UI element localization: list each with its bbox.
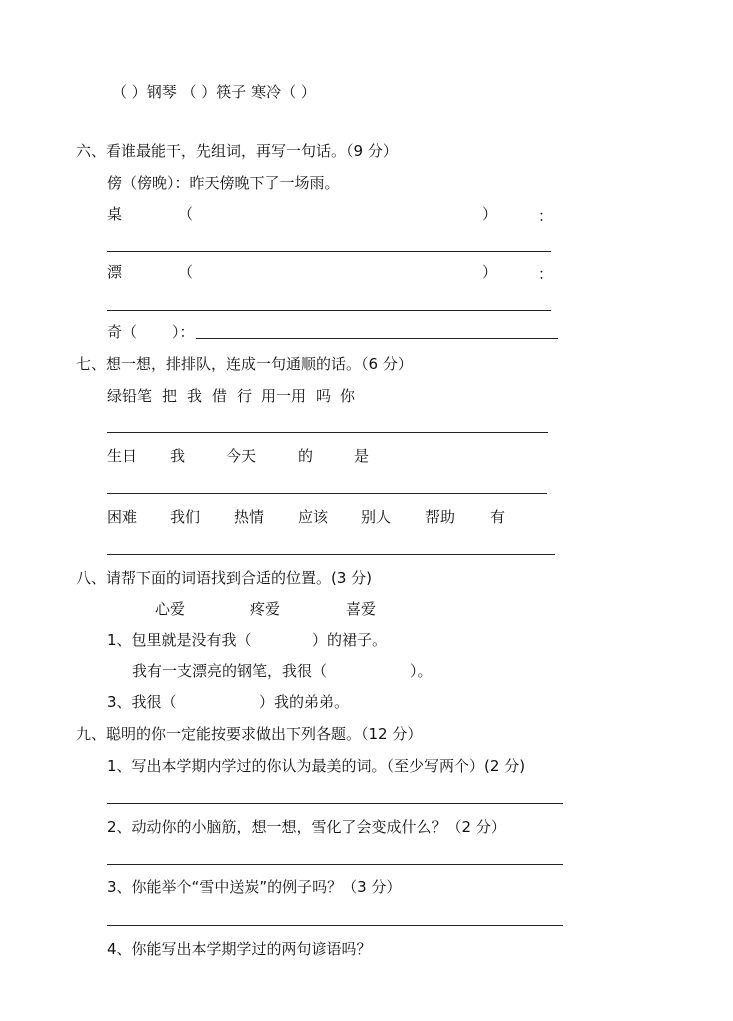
word-card: 困难 bbox=[107, 508, 138, 526]
section6-row3-answer-line[interactable] bbox=[196, 338, 558, 339]
section8-q1-start: 1、包里就是没有我（ bbox=[107, 631, 252, 649]
word-card: 有 bbox=[490, 508, 506, 526]
section9-q1: 1、写出本学期内学过的你认为最美的词。（至少写两个）(2 分) bbox=[107, 757, 526, 775]
section6-row2-answer-line[interactable] bbox=[107, 310, 551, 311]
word-card: 行 bbox=[237, 387, 253, 405]
section6-row3-close: ）： bbox=[172, 323, 195, 341]
word-card: 我们 bbox=[170, 508, 201, 526]
section6-row1-open: （ bbox=[178, 205, 194, 223]
section9-q3-answer-line[interactable] bbox=[107, 925, 563, 926]
section9-q3: 3、你能举个“雪中送炭”的例子吗？（3 分） bbox=[107, 878, 402, 896]
word-card: 应该 bbox=[298, 508, 329, 526]
section7-title: 七、想一想，排排队，连成一句通顺的话。（6 分） bbox=[76, 355, 413, 373]
word-card: 是 bbox=[354, 447, 370, 465]
section6-row3-prefix: 奇（ bbox=[107, 323, 138, 341]
word-card: 生日 bbox=[107, 447, 138, 465]
word-card: 把 bbox=[162, 387, 178, 405]
section6-title: 六、看谁最能干，先组词，再写一句话。（9 分） bbox=[76, 142, 398, 160]
section6-row1-answer-line[interactable] bbox=[107, 251, 551, 252]
word-choice: 疼爱 bbox=[250, 600, 281, 618]
section9-q2: 2、动动你的小脑筋，想一想，雪化了会变成什么？（2 分） bbox=[107, 818, 506, 836]
word-card: 绿铅笔 bbox=[107, 387, 153, 405]
section6-char-zhuo: 桌 bbox=[107, 205, 123, 223]
section8-q2-end: ）。 bbox=[410, 662, 433, 680]
section6-row2-close: ） bbox=[482, 263, 498, 281]
section8-q3-start: 3、我很（ bbox=[107, 693, 177, 711]
section7-row2-answer-line[interactable] bbox=[107, 493, 547, 494]
section6-example: 傍（傍晚）：昨天傍晚下了一场雨。 bbox=[107, 174, 340, 192]
section9-q2-answer-line[interactable] bbox=[107, 864, 563, 865]
word-card: 今天 bbox=[226, 447, 257, 465]
section8-q2-start: 我有一支漂亮的钢笔，我很（ bbox=[132, 662, 328, 680]
section9-q1-answer-line[interactable] bbox=[107, 803, 563, 804]
section6-char-piao: 漂 bbox=[107, 263, 123, 281]
section9-q4: 4、你能写出本学期学过的两句谚语吗？ bbox=[107, 940, 372, 958]
word-card: 我 bbox=[187, 387, 203, 405]
word-card: 吗 bbox=[316, 387, 332, 405]
section8-title: 八、请帮下面的词语找到合适的位置。(3 分) bbox=[76, 569, 373, 587]
word-card: 用一用 bbox=[261, 387, 307, 405]
word-card: 热情 bbox=[234, 508, 265, 526]
section7-row1-answer-line[interactable] bbox=[107, 432, 548, 433]
top-fill-line: （ ）钢琴 （ ）筷子 寒冷（ ） bbox=[112, 83, 316, 101]
section8-q3-end: ）我的弟弟。 bbox=[259, 693, 350, 711]
section6-row1-colon: ： bbox=[538, 207, 554, 225]
word-choice: 喜爱 bbox=[346, 600, 377, 618]
section7-row3-answer-line[interactable] bbox=[107, 554, 555, 555]
section6-row1-close: ） bbox=[482, 205, 498, 223]
section8-q1-end: ）的裙子。 bbox=[312, 631, 388, 649]
word-card: 别人 bbox=[361, 508, 392, 526]
section6-row2-open: （ bbox=[178, 263, 194, 281]
section9-title: 九、聪明的你一定能按要求做出下列各题。（12 分） bbox=[76, 725, 423, 743]
word-card: 你 bbox=[340, 387, 356, 405]
word-card: 帮助 bbox=[425, 508, 456, 526]
section6-row2-colon: ： bbox=[538, 265, 554, 283]
word-card: 我 bbox=[170, 447, 186, 465]
word-choice: 心爱 bbox=[155, 600, 186, 618]
word-card: 的 bbox=[298, 447, 314, 465]
word-card: 借 bbox=[212, 387, 228, 405]
